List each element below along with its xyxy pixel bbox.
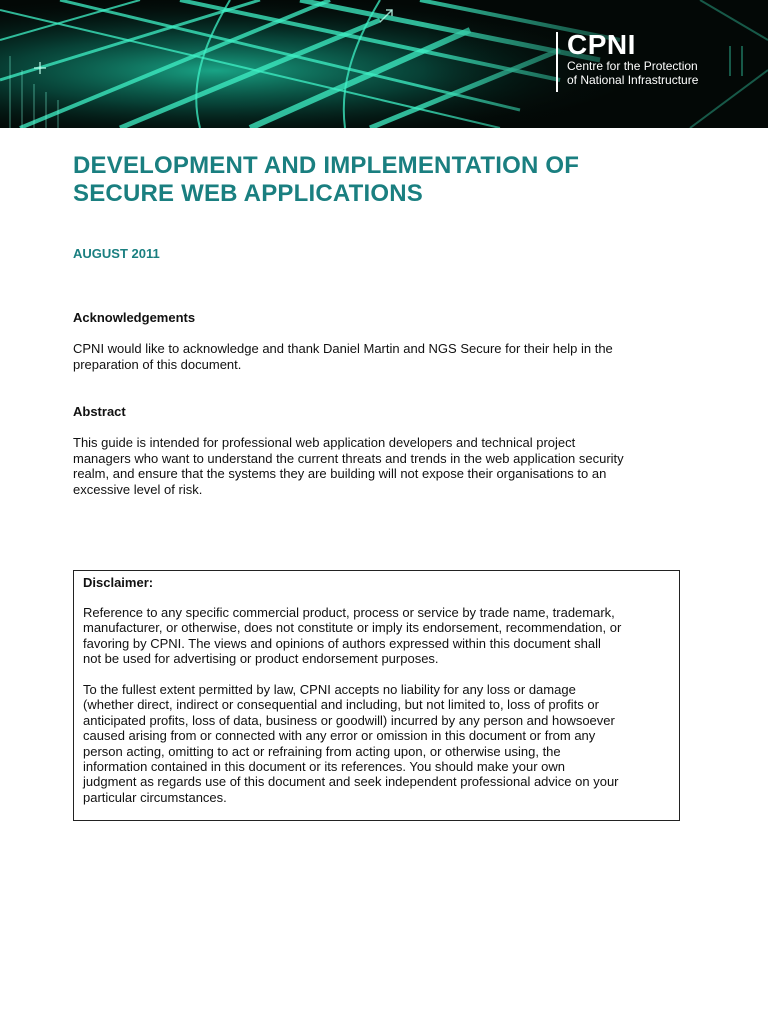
abstract-line: excessive level of risk.: [73, 481, 203, 497]
disclaimer-line: (whether direct, indirect or consequential and including, but not limited to, loss of profits or: [83, 697, 599, 713]
acknowledgements-text: [73, 341, 693, 372]
disclaimer-line: favoring by CPNI. The views and opinions of authors expressed within this document shall: [83, 635, 601, 651]
document-title: [73, 152, 713, 208]
disclaimer-heading: Disclaimer:: [83, 575, 154, 590]
header-banner: [0, 0, 768, 128]
abstract-heading: Abstract: [73, 404, 126, 419]
disclaimer-paragraph-1: [83, 605, 673, 667]
logo-title: CPNI: [567, 29, 636, 60]
abstract-line: This guide is intended for professional web application developers and technical project: [73, 435, 576, 450]
acknowledgements-line: preparation of this document.: [73, 356, 242, 372]
disclaimer-line: anticipated profits, loss of data, business or goodwill) incurred by any person and howsoever: [83, 712, 615, 728]
disclaimer-line: manufacturer, or otherwise, does not constitute or imply its endorsement, recommendation, or: [83, 620, 622, 636]
acknowledgements-line: CPNI would like to acknowledge and thank Daniel Martin and NGS Secure for their help in the: [73, 341, 613, 356]
document-title-line-1: DEVELOPMENT AND IMPLEMENTATION OF: [73, 152, 580, 179]
disclaimer-line: Reference to any specific commercial product, process or service by trade name, trademark,: [83, 605, 615, 620]
acknowledgements-heading: Acknowledgements: [73, 310, 196, 325]
logo-subtitle-line-2: of National Infrastructure: [567, 73, 699, 87]
abstract-text: [73, 435, 693, 497]
disclaimer-line: caused arising from or connected with any error or omission in this document or from any: [83, 728, 596, 744]
disclaimer-line: judgment as regards use of this document and seek independent professional advice on your: [83, 774, 619, 790]
abstract-line: managers who want to understand the current threats and trends in the web application security: [73, 450, 624, 466]
disclaimer-line: particular circumstances.: [83, 789, 227, 805]
disclaimer-paragraph-2: [83, 682, 673, 805]
logo-subtitle-line-1: Centre for the Protection: [567, 59, 698, 73]
document-date: AUGUST 2011: [73, 246, 160, 261]
cpni-logo: [556, 29, 699, 92]
disclaimer-line: To the fullest extent permitted by law, CPNI accepts no liability for any loss or damage: [83, 682, 576, 697]
disclaimer-box: [73, 570, 680, 821]
disclaimer-line: not be used for advertising or product endorsement purposes.: [83, 651, 439, 667]
document-title-line-2: SECURE WEB APPLICATIONS: [73, 180, 423, 207]
disclaimer-line: information contained in this document or its references. You should make your own: [83, 759, 565, 775]
disclaimer-line: person acting, omitting to act or refraining from acting upon, or otherwise using, the: [83, 743, 561, 759]
abstract-line: realm, and ensure that the systems they are building will not expose their organisations to an: [73, 466, 607, 482]
